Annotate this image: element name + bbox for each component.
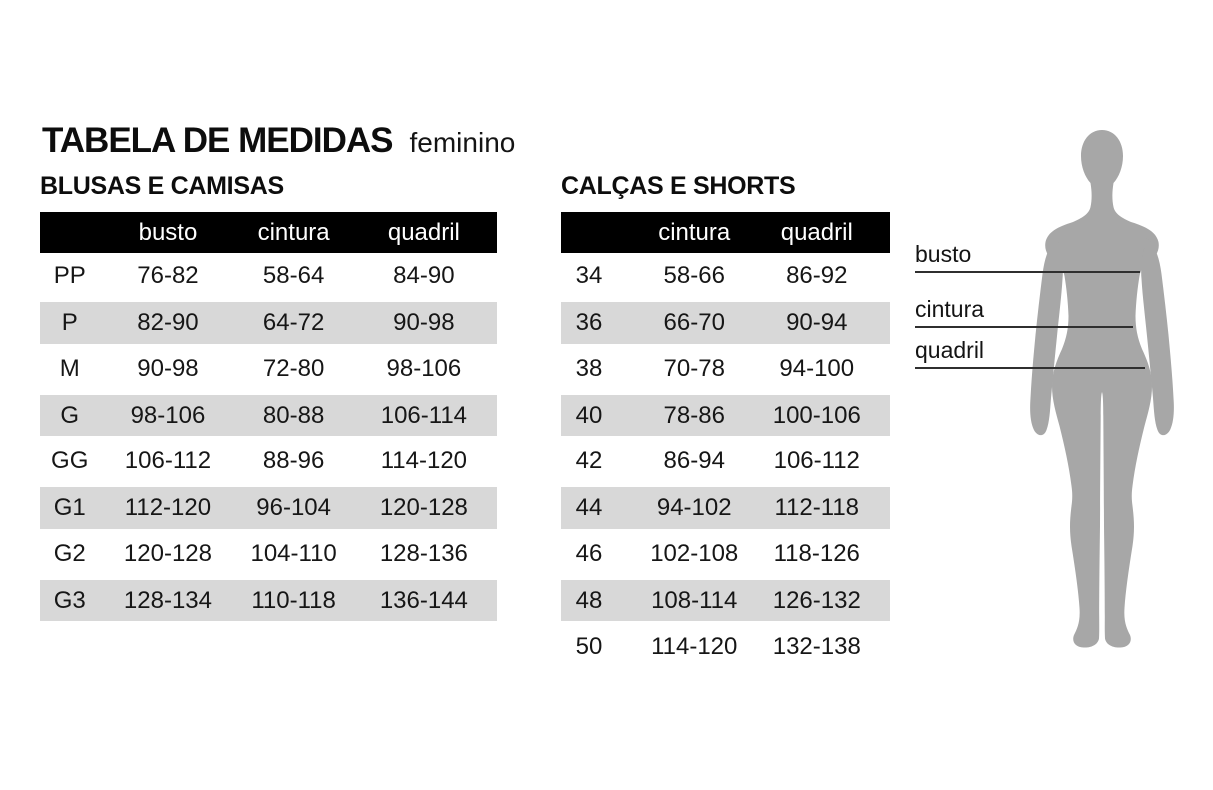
quadril-cell: 94-100 [779,354,855,382]
cintura-cell: 108-114 [651,586,738,614]
table-row [40,299,497,345]
table-row [40,346,497,392]
cintura-cell: 64-72 [262,308,325,336]
cintura-cell: 102-108 [650,539,739,567]
size-cell: GG [51,447,89,475]
quadril-cell: 136-144 [379,586,468,614]
cintura-cell: 78-86 [663,401,725,429]
cintura-cell: 94-102 [656,494,732,522]
quadril-cell: 112-118 [774,494,860,522]
table-row [561,299,890,345]
quadril-cell: 86-92 [786,262,848,290]
busto-cell: 112-120 [124,494,212,522]
busto-cell: 106-112 [124,447,212,475]
quadril-cell: 114-120 [380,447,468,475]
busto-cell: 128-134 [123,586,212,614]
busto-cell: 76-82 [137,262,199,290]
section-title-blusas: BLUSAS E CAMISAS [40,172,284,200]
column-header-cintura: cintura [257,218,330,246]
cintura-cell: 96-104 [256,494,331,522]
female-silhouette-icon [1027,130,1177,650]
size-cell: PP [53,262,86,290]
cintura-cell: 58-66 [663,262,725,290]
cintura-cell: 114-120 [651,632,738,660]
size-cell: 36 [575,308,603,336]
cintura-cell: 80-88 [262,401,325,429]
quadril-cell: 90-94 [786,308,848,336]
size-cell: 38 [575,354,603,382]
table-row [561,484,890,530]
table-row [561,346,890,392]
busto-cell: 82-90 [137,308,199,336]
cintura-cell: 88-96 [262,447,325,475]
section-title-calcas: CALÇAS E SHORTS [561,172,796,200]
size-cell: 44 [575,494,603,522]
table-row [561,392,890,438]
size-cell: 50 [575,632,603,660]
quadril-cell: 118-126 [773,539,860,567]
column-header-busto: busto [138,218,198,246]
table-row [40,484,497,530]
table-row [561,623,890,669]
cintura-cell: 72-80 [262,354,325,382]
cintura-cell: 86-94 [663,447,725,475]
cintura-cell: 110-118 [251,586,336,614]
busto-cell: 120-128 [123,539,212,567]
column-header-quadril: quadril [780,218,853,246]
column-header-cintura: cintura [658,218,731,246]
size-cell: 48 [575,586,603,614]
size-table-blusas [40,212,497,623]
column-header-quadril: quadril [387,218,460,246]
busto-cell: 90-98 [137,354,199,382]
table-row [561,531,890,577]
table-header-row [561,212,890,253]
quadril-cell: 132-138 [772,632,861,660]
quadril-cell: 120-128 [379,494,468,522]
cintura-cell: 58-64 [262,262,325,290]
page-title: TABELA DE MEDIDAS [42,121,393,160]
size-table-calcas [561,212,890,670]
table-header-row [40,212,497,253]
table-row [40,392,497,438]
quadril-cell: 106-114 [380,401,468,429]
size-cell: G [60,401,80,429]
table-row [40,438,497,484]
busto-cell: 98-106 [130,401,206,429]
page-title-row [42,121,515,161]
size-cell: 40 [575,401,603,429]
measure-label-quadril: quadril [915,337,1145,369]
page-subtitle: feminino [409,127,516,158]
quadril-cell: 126-132 [772,586,861,614]
quadril-cell: 90-98 [393,308,455,336]
table-row [40,531,497,577]
measure-label-cintura: cintura [915,296,1133,328]
quadril-cell: 128-136 [379,539,468,567]
quadril-cell: 106-112 [773,447,860,475]
size-cell: 42 [575,447,603,475]
table-row [561,253,890,299]
size-cell: G3 [53,586,86,614]
quadril-cell: 98-106 [386,354,462,382]
table-row [40,253,497,299]
cintura-cell: 104-110 [250,539,337,567]
size-cell: M [59,354,80,382]
measure-label-busto: busto [915,241,1140,273]
quadril-cell: 84-90 [393,262,455,290]
size-cell: P [61,308,78,336]
size-cell: G2 [53,539,86,567]
cintura-cell: 70-78 [663,354,725,382]
cintura-cell: 66-70 [663,308,725,336]
size-cell: G1 [53,494,86,522]
quadril-cell: 100-106 [772,401,861,429]
female-silhouette-figure [1027,130,1177,650]
table-row [561,438,890,484]
table-row [40,577,497,623]
table-row [561,577,890,623]
size-cell: 46 [575,539,603,567]
size-cell: 34 [575,262,603,290]
